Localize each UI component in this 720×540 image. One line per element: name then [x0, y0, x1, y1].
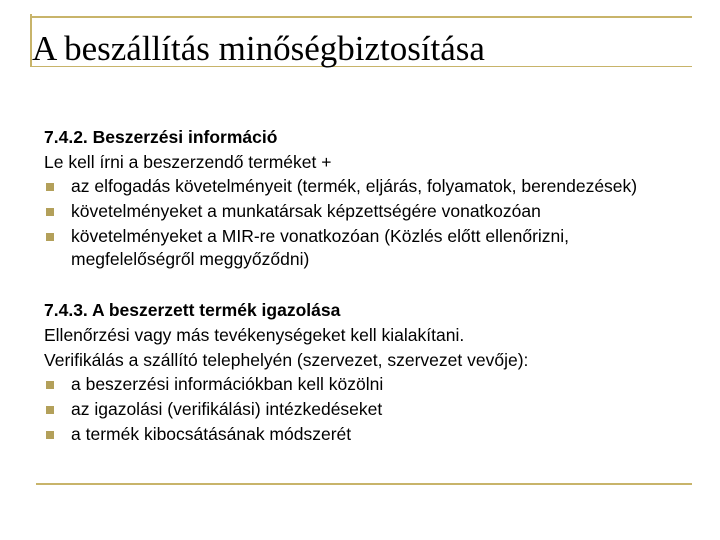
square-bullet-icon [46, 233, 54, 241]
square-bullet-icon [46, 381, 54, 389]
list-item-text: a beszerzési információkban kell közölni [71, 374, 384, 394]
square-bullet-icon [46, 406, 54, 414]
square-bullet-icon [46, 183, 54, 191]
section1-intro: Le kell írni a beszerzendő terméket + [44, 152, 332, 172]
list-item-text: követelményeket a MIR-re vonatkozóan (Közlés előtt ellenőrizni, megfelelőségről meggyőződni) [71, 226, 570, 269]
list-item [44, 423, 694, 446]
section1-heading: 7.4.2. Beszerzési információ [44, 127, 278, 147]
list-item [44, 373, 694, 396]
footer-rule [36, 483, 692, 485]
section-spacer [44, 273, 694, 298]
list-item [44, 398, 694, 421]
list-item-text: a termék kibocsátásának módszerét [71, 424, 352, 444]
section1-bullet-list [44, 175, 694, 271]
list-item-text: követelményeket a munkatársak képzettségére vonatkozóan [71, 201, 541, 221]
list-item [44, 200, 694, 223]
list-item [44, 175, 694, 198]
section2-line1: Ellenőrzési vagy más tevékenységeket kell kialakítani. [44, 325, 465, 345]
section2-heading: 7.4.3. A beszerzett termék igazolása [44, 300, 341, 320]
slide-body [44, 125, 694, 448]
square-bullet-icon [46, 431, 54, 439]
slide-title: A beszállítás minőségbiztosítása [32, 29, 485, 68]
section2-line2: Verifikálás a szállító telephelyén (szervezet, szervezet vevője): [44, 350, 529, 370]
list-item-text: az igazolási (verifikálási) intézkedéseket [71, 399, 383, 419]
square-bullet-icon [46, 208, 54, 216]
section2-bullet-list [44, 373, 694, 446]
title-top-rule [30, 16, 692, 18]
list-item [44, 225, 694, 271]
list-item-text: az elfogadás követelményeit (termék, eljárás, folyamatok, berendezések) [71, 176, 638, 196]
